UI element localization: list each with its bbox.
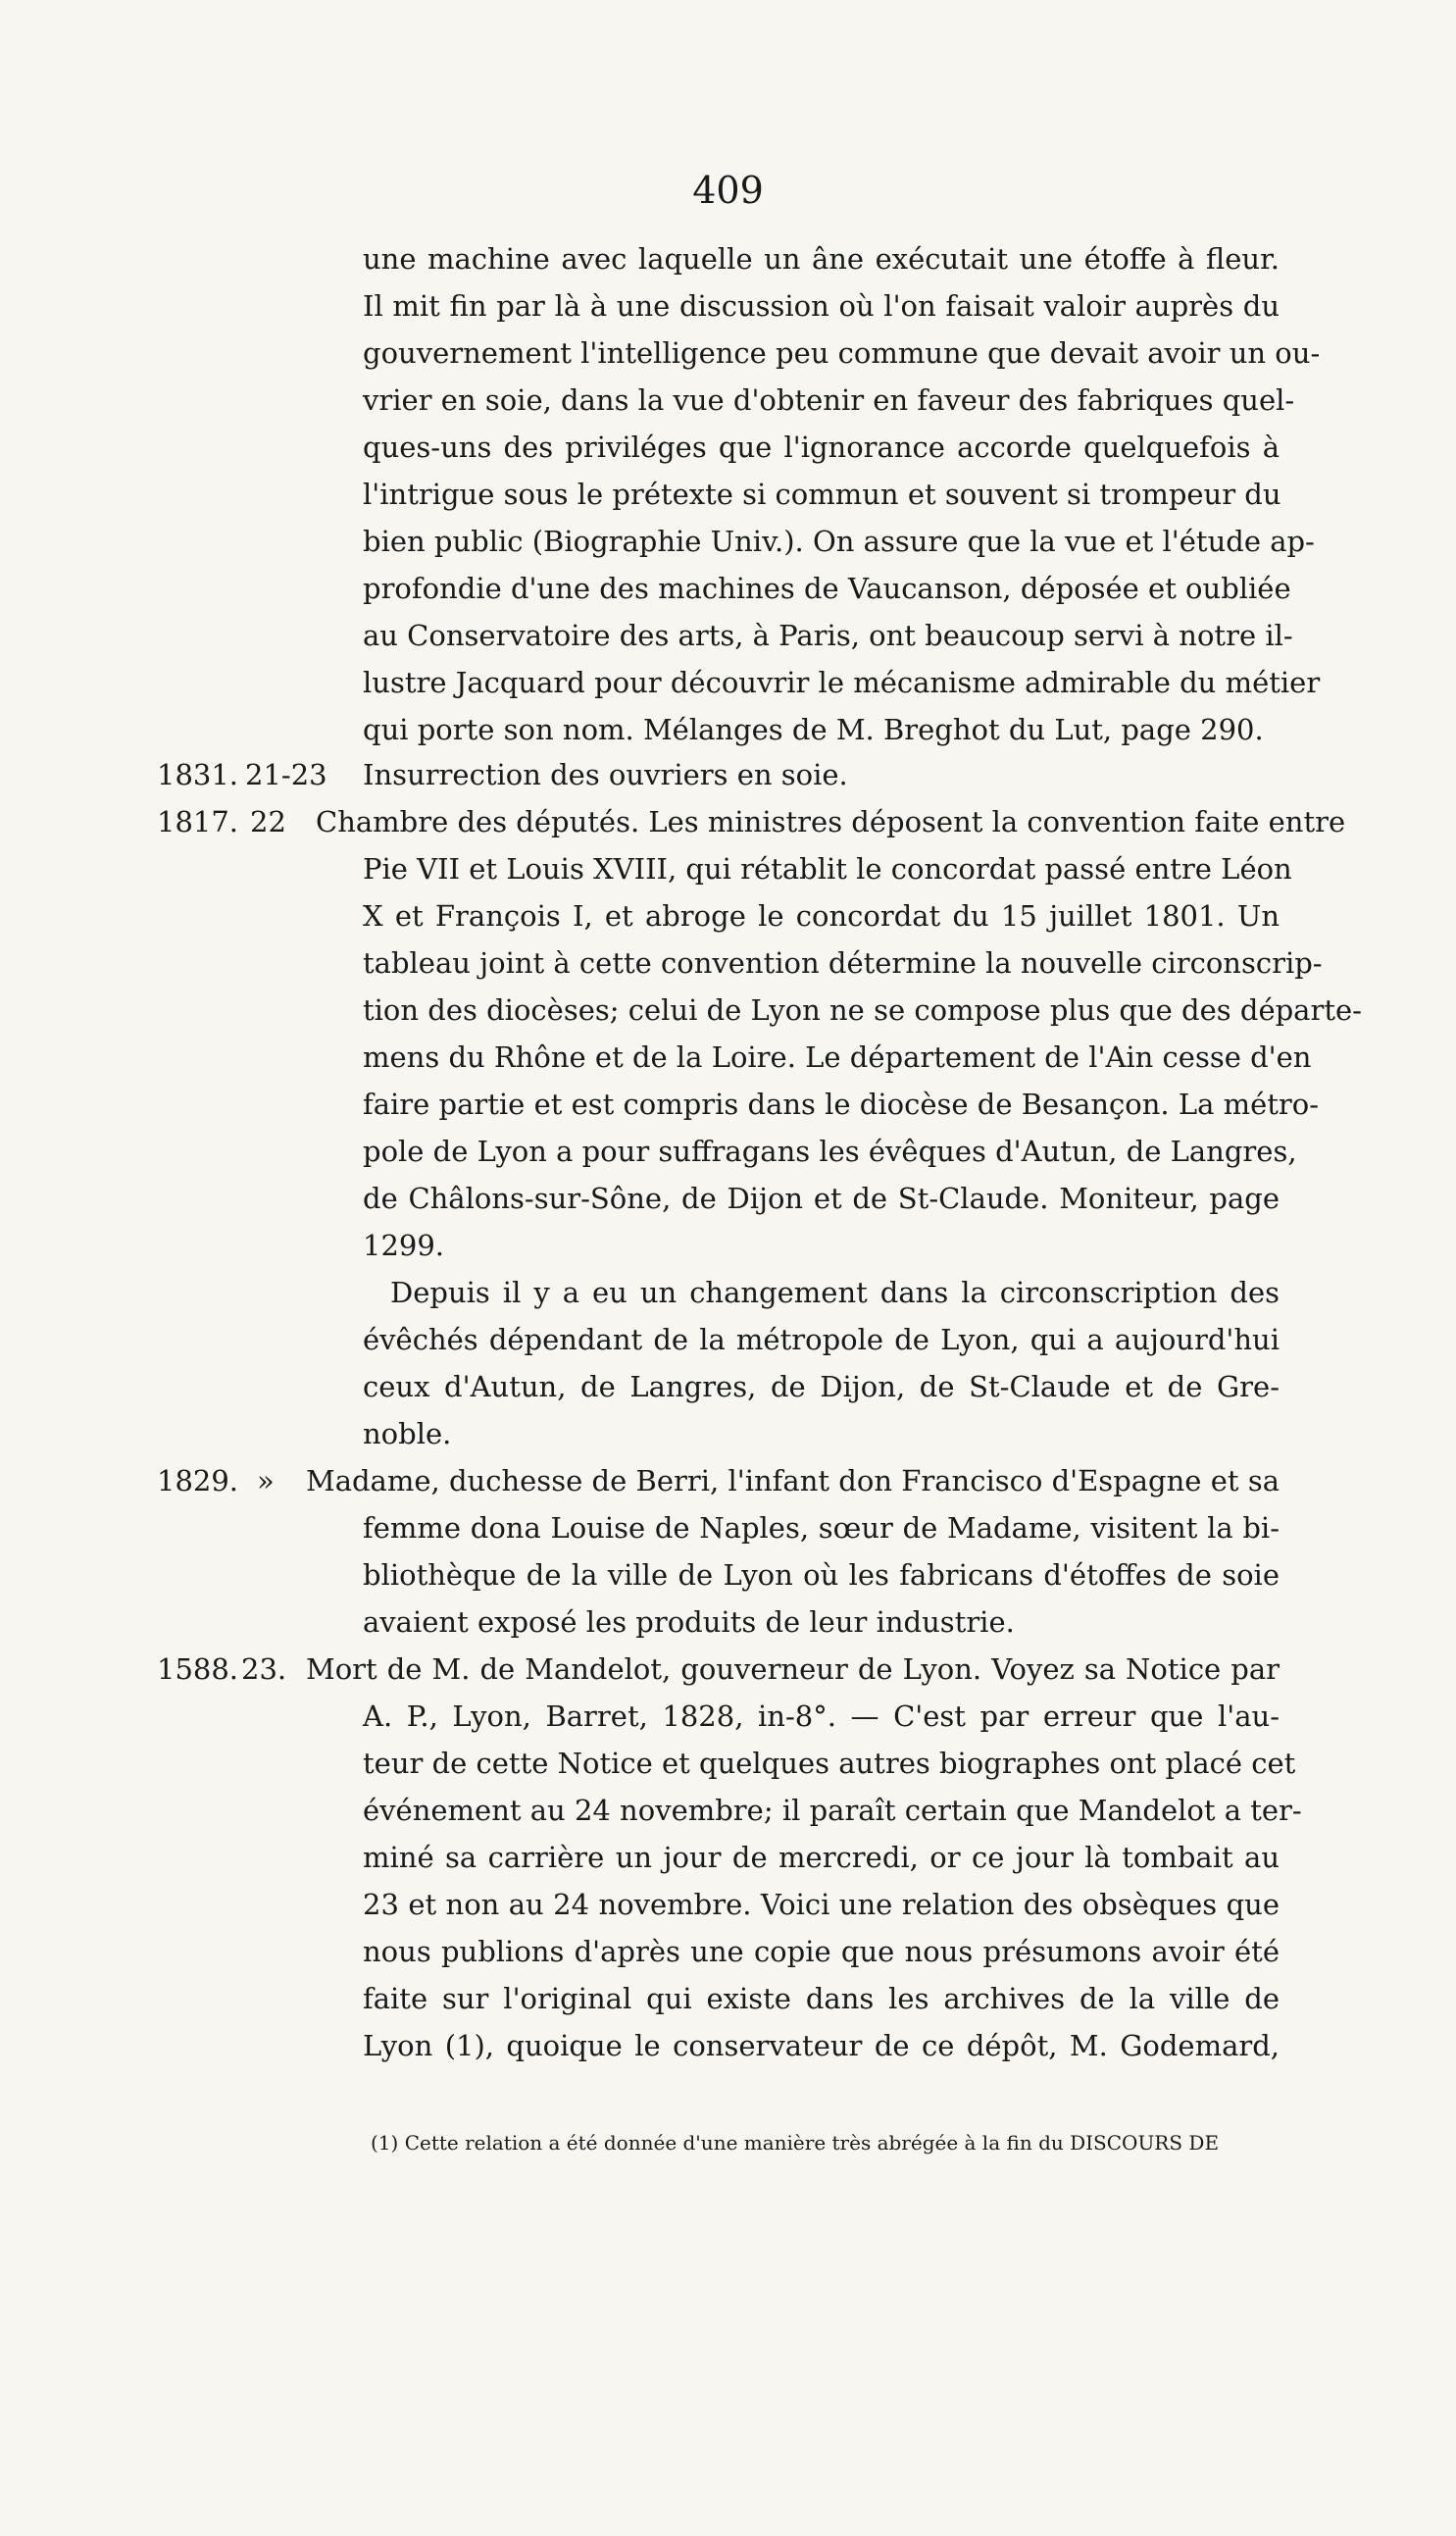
text-line: Madame, duchesse de Berri, l'infant don Francisco d'Espagne et sa — [306, 1464, 1280, 1497]
entry-day: 23. — [241, 1652, 287, 1686]
text-line: tion des diocèses; celui de Lyon ne se compose plus que des départe- — [363, 993, 1362, 1027]
text-line: événement au 24 novembre; il paraît certain que Mandelot a ter- — [363, 1794, 1302, 1827]
text-line: Chambre des députés. Les ministres déposent la convention faite entre — [316, 805, 1346, 838]
text-line: bien public (Biographie Univ.). On assure que la vue et l'étude ap- — [363, 525, 1315, 558]
text-line: profondie d'une des machines de Vaucanson, déposée et oubliée — [363, 572, 1291, 605]
entry-year: 1817. — [157, 805, 239, 838]
text-line: bliothèque de la ville de Lyon où les fabricans d'étoffes de soie — [363, 1558, 1280, 1592]
text-line: Depuis il y a eu un changement dans la circonscription des — [390, 1276, 1280, 1309]
text-line: lustre Jacquard pour découvrir le mécanisme admirable du métier — [363, 666, 1321, 699]
text-line: de Châlons-sur-Sône, de Dijon et de St-Claude. Moniteur, page — [363, 1182, 1280, 1215]
text-line: femme dona Louise de Naples, sœur de Madame, visitent la bi- — [363, 1511, 1280, 1545]
text-line: qui porte son nom. Mélanges de M. Breghot du Lut, page 290. — [363, 713, 1264, 746]
text-line: mens du Rhône et de la Loire. Le département de l'Ain cesse d'en — [363, 1040, 1312, 1074]
text-line: Mort de M. de Mandelot, gouverneur de Lyon. Voyez sa Notice par — [306, 1652, 1280, 1686]
text-line: gouvernement l'intelligence peu commune que devait avoir un ou- — [363, 336, 1321, 370]
text-line: nous publions d'après une copie que nous présumons avoir été — [363, 1935, 1280, 1968]
entry-year: 1829. — [157, 1464, 239, 1497]
text-line: une machine avec laquelle un âne exécutait une étoffe à fleur. — [363, 242, 1280, 276]
text-line: Lyon (1), quoique le conservateur de ce dépôt, M. Godemard, — [363, 2029, 1280, 2062]
text-line: ceux d'Autun, de Langres, de Dijon, de St-Claude et de Gre- — [363, 1370, 1280, 1403]
text-line: Pie VII et Louis XVIII, qui rétablit le concordat passé entre Léon — [363, 852, 1292, 886]
text-line: évêchés dépendant de la métropole de Lyon, qui a aujourd'hui — [363, 1323, 1280, 1356]
page-number: 409 — [692, 169, 764, 212]
text-line: noble. — [363, 1417, 452, 1450]
text-line: faire partie et est compris dans le diocèse de Besançon. La métro- — [363, 1088, 1320, 1121]
text-line: Il mit fin par là à une discussion où l'on faisait valoir auprès du — [363, 289, 1280, 323]
text-line: A. P., Lyon, Barret, 1828, in-8°. — C'est par erreur que l'au- — [363, 1699, 1280, 1733]
text-line: au Conservatoire des arts, à Paris, ont beaucoup servi à notre il- — [363, 619, 1293, 652]
text-line: 23 et non au 24 novembre. Voici une relation des obsèques que — [363, 1888, 1280, 1921]
entry-day: 22 — [250, 805, 286, 838]
text-line: miné sa carrière un jour de mercredi, or ce jour là tombait au — [363, 1841, 1280, 1874]
entry-day: » — [257, 1464, 275, 1497]
text-line: ques-uns des priviléges que l'ignorance accorde quelquefois à — [363, 431, 1280, 464]
text-line: teur de cette Notice et quelques autres biographes ont placé cet — [363, 1747, 1296, 1780]
text-line: avaient exposé les produits de leur industrie. — [363, 1605, 1015, 1639]
text-line: l'intrigue sous le prétexte si commun et souvent si trompeur du — [363, 478, 1281, 511]
text-line: Insurrection des ouvriers en soie. — [363, 758, 848, 791]
entry-year: 1588. — [157, 1652, 239, 1686]
text-line: X et François I, et abroge le concordat du 15 juillet 1801. Un — [363, 899, 1280, 933]
text-line: pole de Lyon a pour suffragans les évêques d'Autun, de Langres, — [363, 1135, 1297, 1168]
text-line: faite sur l'original qui existe dans les archives de la ville de — [363, 1982, 1280, 2015]
text-line: 1299. — [363, 1229, 445, 1262]
footnote: (1) Cette relation a été donnée d'une manière très abrégée à la fin du DISCOURS DE — [371, 2131, 1220, 2155]
entry-day: 21-23 — [245, 758, 327, 791]
text-line: tableau joint à cette convention détermine la nouvelle circonscrip- — [363, 946, 1323, 980]
text-line: vrier en soie, dans la vue d'obtenir en faveur des fabriques quel- — [363, 383, 1295, 417]
entry-year: 1831. — [157, 758, 239, 791]
